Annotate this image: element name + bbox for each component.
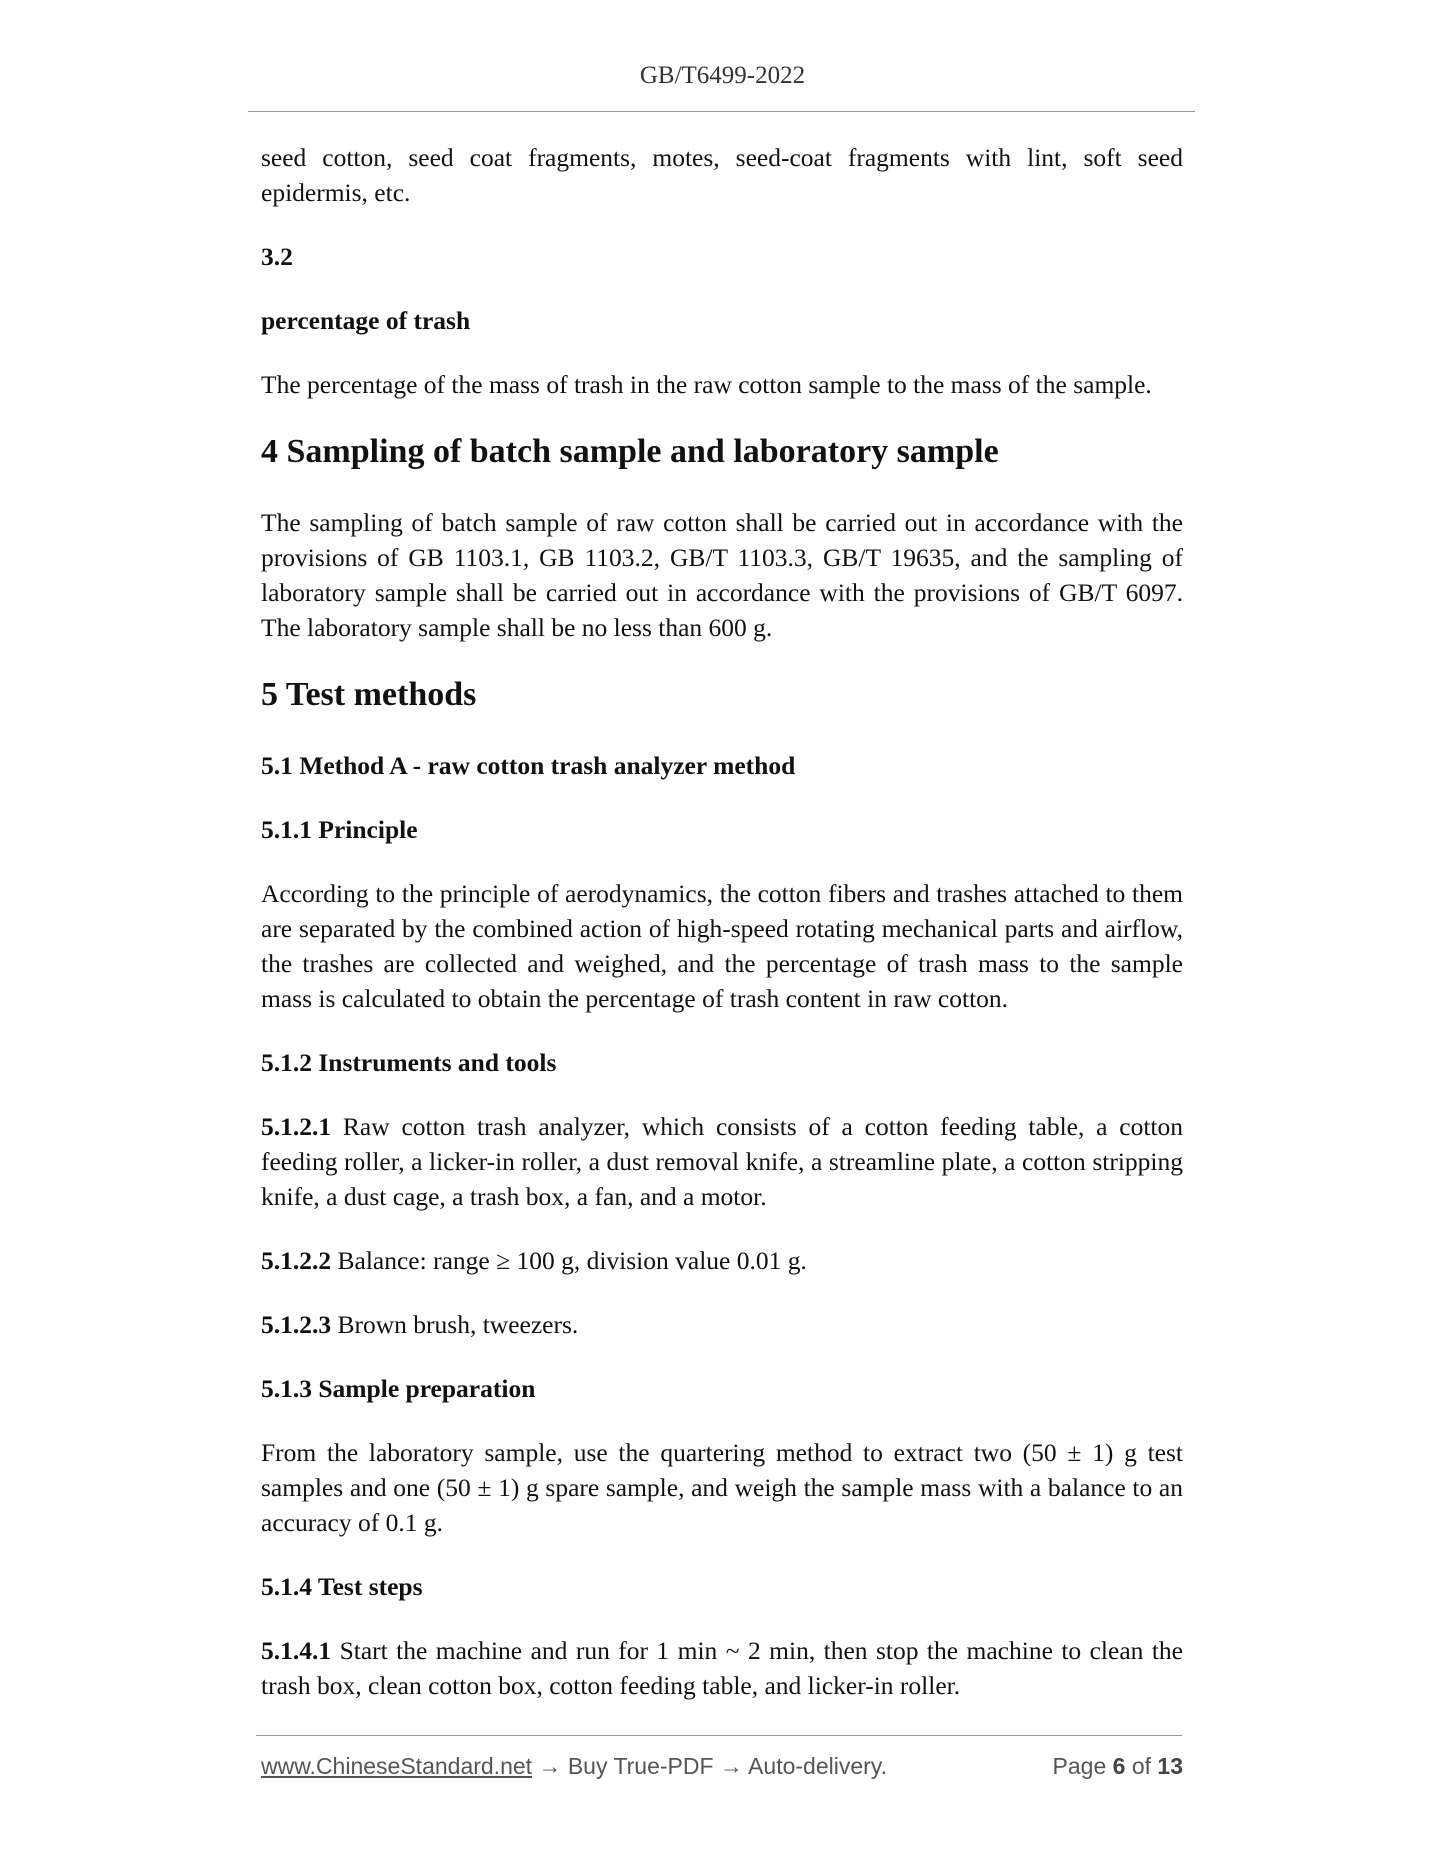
sample-preparation-paragraph: From the laboratory sample, use the quartering method to extract two (50 ± 1) g test samples and one (50 ± 1) g spare sample, and weigh the sample mass with a balance to an accuracy of 0.1 g. <box>261 1438 1183 1537</box>
promo-text: → Buy True-PDF → Auto-delivery. <box>532 1753 887 1779</box>
continuation-paragraph: seed cotton, seed coat fragments, motes, seed-coat fragments with lint, soft seed epidermis, etc. <box>261 143 1183 207</box>
footer-divider <box>256 1735 1182 1736</box>
site-link[interactable]: www.ChineseStandard.net <box>261 1753 533 1779</box>
clause-text: Brown brush, tweezers. <box>331 1310 579 1339</box>
clause-5-1-2-1 <box>261 1109 1183 1214</box>
clause-5-1-2-heading: 5.1.2 Instruments and tools <box>261 1048 557 1077</box>
clause-5-1-2-3 <box>261 1307 1183 1342</box>
clause-5-1-1-heading: 5.1.1 Principle <box>261 815 418 844</box>
footer-promo <box>261 1753 887 1780</box>
clause-number-3-2: 3.2 <box>261 242 293 271</box>
clause-text: Start the machine and run for 1 min ~ 2 min, then stop the machine to clean the trash box, clean cotton box, cotton feeding table, and licker-in roller. <box>261 1636 1183 1700</box>
clause-number: 5.1.2.3 <box>261 1310 332 1339</box>
document-body <box>261 140 1183 1732</box>
clause-5-1-heading: 5.1 Method A - raw cotton trash analyzer method <box>261 751 796 780</box>
clause-number: 5.1.2.1 <box>261 1112 332 1141</box>
total-pages: 13 <box>1157 1753 1183 1779</box>
section-5-heading: 5 Test methods <box>261 676 477 713</box>
page-footer <box>261 1753 1183 1789</box>
definition-3-2: The percentage of the mass of trash in the raw cotton sample to the mass of the sample. <box>261 370 1152 399</box>
of-word: of <box>1131 1753 1152 1779</box>
clause-number: 5.1.2.2 <box>261 1246 332 1275</box>
clause-5-1-3-heading: 5.1.3 Sample preparation <box>261 1374 536 1403</box>
clause-5-1-4-1 <box>261 1633 1183 1703</box>
section-4-paragraph: The sampling of batch sample of raw cotton shall be carried out in accordance with the provisions of GB 1103.1, GB 1103.2, GB/T 1103.3, GB/T 19635, and the sampling of laboratory sample shall be carried out in accordance with the provisions of GB/T 6097. The laboratory sample shall be no less than 600 g. <box>261 508 1183 642</box>
clause-number: 5.1.4.1 <box>261 1636 332 1665</box>
page-header: GB/T6499-2022 <box>639 62 806 89</box>
principle-paragraph: According to the principle of aerodynamics, the cotton fibers and trashes attached to them are separated by the combined action of high-speed rotating mechanical parts and airflow, the trashes are collected and weighed, and the percentage of trash mass to the sample mass is calculated to obtain the percentage of trash content in raw cotton. <box>261 879 1183 1013</box>
header-divider <box>248 111 1195 112</box>
current-page: 6 <box>1112 1753 1126 1779</box>
page-word: Page <box>1052 1753 1107 1779</box>
page-number <box>1053 1753 1183 1780</box>
clause-text: Raw cotton trash analyzer, which consists of a cotton feeding table, a cotton feeding roller, a licker-in roller, a dust removal knife, a streamline plate, a cotton stripping knife, a dust cage, a trash box, a fan, and a motor. <box>261 1112 1183 1211</box>
clause-text: Balance: range ≥ 100 g, division value 0.01 g. <box>331 1246 807 1275</box>
section-4-heading: 4 Sampling of batch sample and laboratory sample <box>261 433 999 470</box>
clause-5-1-4-heading: 5.1.4 Test steps <box>261 1572 423 1601</box>
term-3-2: percentage of trash <box>261 306 471 335</box>
clause-5-1-2-2 <box>261 1243 1183 1278</box>
